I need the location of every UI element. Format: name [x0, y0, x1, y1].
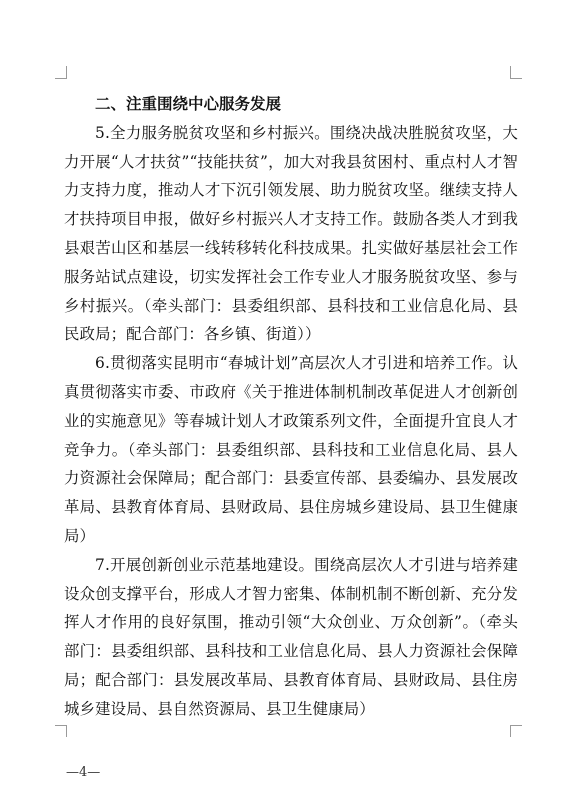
paragraph-item-6: 6.贯彻落实昆明市“春城计划”高层次人才引进和培养工作。认真贯彻落实市委、市政府《关于推进体制机制改革促进人才创新创业的实施意见》等春城计划人才政策系列文件，全面提升宜良人才竞争力。（牵头部门：县委组织部、县科技和工业信息化局、县人力资源社会保障局；配合部门：县委宣传部、县委编办、县发展改革局、县教育体育局、县财政局、县住房城乡建设局、县卫生健康局） [64, 354, 518, 545]
crop-mark-bottom-right-v [510, 725, 511, 737]
section-heading: 二、注重围绕中心服务发展 [95, 95, 282, 113]
crop-mark-top-left-v [66, 66, 67, 78]
paragraph-item-5: 5.全力服务脱贫攻坚和乡村振兴。围绕决战决胜脱贫攻坚，大力开展“人才扶贫”“技能扶贫”，加大对我县贫困村、重点村人才智力支持力度，推动人才下沉引领发展、助力脱贫攻坚。继续支持人才扶持项目申报，做好乡村振兴人才支持工作。鼓励各类人才到我县艰苦山区和基层一线转移转化科技成果。扎实做好基层社会工作服务站试点建设，切实发挥社会工作专业人才服务脱贫攻坚、参与乡村振兴。（牵头部门：县委组织部、县科技和工业信息化局、县民政局；配合部门：各乡镇、街道）） [64, 123, 518, 344]
crop-mark-top-right-v [510, 66, 511, 78]
crop-mark-top-left-h [55, 78, 67, 79]
document-body [64, 90, 518, 724]
crop-mark-top-right-h [510, 78, 522, 79]
paragraph-item-7: 7.开展创新创业示范基地建设。围绕高层次人才引进与培养建设众创支撑平台，形成人才智力密集、体制机制不断创新、充分发挥人才作用的良好氛围，推动引领“大众创业、万众创新”。（牵头部门：县委组织部、县科技和工业信息化局、县人力资源社会保障局；配合部门：县发展改革局、县教育体育局、县财政局、县住房城乡建设局、县自然资源局、县卫生健康局） [64, 555, 518, 718]
page-number: —4— [66, 765, 101, 780]
crop-mark-bottom-right-h [510, 725, 522, 726]
crop-mark-bottom-left-v [66, 725, 67, 737]
